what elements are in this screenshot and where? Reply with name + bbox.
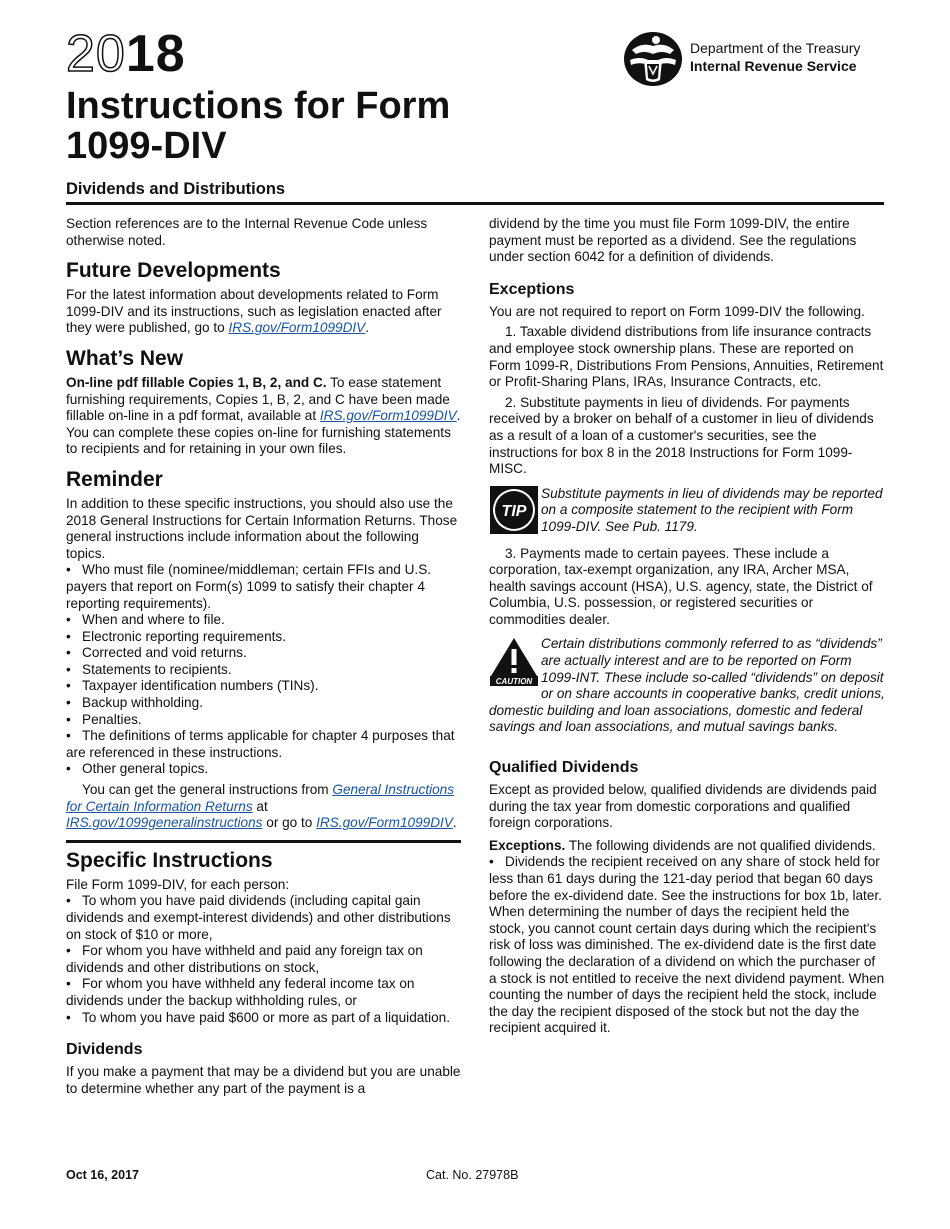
list-item-text: For whom you have withheld any federal income tax on dividends under the backup withholding rules, or xyxy=(66,976,415,1008)
caution-note xyxy=(489,636,885,736)
agency-department: Department of the Treasury xyxy=(690,40,861,56)
whats-new-heading: What’s New xyxy=(66,346,184,370)
future-text: For the latest information about developments related to Form 1099-DIV and its instructions, such as legislation enacted after they were published, go to xyxy=(66,287,442,336)
form-page-link[interactable]: IRS.gov/Form1099DIV xyxy=(316,815,453,831)
reminder-heading: Reminder xyxy=(66,467,163,491)
list-item: • Corrected and void returns. xyxy=(66,645,247,661)
future-link[interactable]: IRS.gov/Form1099DIV xyxy=(228,320,366,336)
exception-item-2: 2. Substitute payments in lieu of dividends. For payments received by a broker on behalf of a customer in lieu of dividends as a result of a loan of a customer's securities, see the instructions for box 8 in the 2018 Instructions for Form 1099-MISC. xyxy=(489,394,874,477)
agency-block xyxy=(622,30,860,88)
general-instructions-text xyxy=(66,782,461,832)
whats-new-end: . You can complete these copies on-line for furnishing statements to recipients and for retaining in your own files. xyxy=(66,408,461,457)
future-end: . xyxy=(365,320,370,336)
intro-text: Section references are to the Internal Revenue Code unless otherwise noted. xyxy=(66,216,428,248)
footer-date: Oct 16, 2017 xyxy=(66,1168,139,1182)
list-item-text: When and where to file. xyxy=(82,612,225,628)
exceptions-heading: Exceptions xyxy=(489,280,575,298)
list-item: • Electronic reporting requirements. xyxy=(66,628,286,644)
caution-icon-label: CAUTION xyxy=(495,677,533,687)
list-item-text: Electronic reporting requirements. xyxy=(82,628,286,644)
list-item-text: Dividends the recipient received on any share of stock held for less than 61 days during the 121-day period that began 60 days before the ex-dividend date. See the instructions for box 1b, later. When determining the number of days the recipient held the stock, you cannot count certain days during which the recipient's risk of loss was diminished. The ex-dividend date is the first date following the declaration of a dividend on which the purchaser of a stock is not entitled to receive the next dividend payment. When counting the number of days the recipient held the stock, include the day the recipient disposed of the stock but not the day the recipient acquired it. xyxy=(489,854,885,1036)
year-outline: 20 xyxy=(66,25,126,83)
list-item-text: The definitions of terms applicable for chapter 4 purposes that are referenced in these instructions. xyxy=(66,728,455,760)
list-item-text: To whom you have paid $600 or more as part of a liquidation. xyxy=(82,1009,451,1025)
list-item: • The definitions of terms applicable for chapter 4 purposes that are referenced in these instructions. xyxy=(66,728,455,760)
list-item-text: Taxpayer identification numbers (TINs). xyxy=(82,678,319,694)
specific-instructions-text: File Form 1099-DIV, for each person: xyxy=(66,876,290,892)
qualified-exceptions-runin: Exceptions. xyxy=(489,837,566,853)
qualified-dividends-heading: Qualified Dividends xyxy=(489,759,639,777)
list-item: • Who must file (nominee/middleman; certain FFIs and U.S. payers that report on Form(s) 1099 to satisfy their chapter 4 reporting requirements). xyxy=(66,562,432,611)
general-text-3: or go to xyxy=(262,815,317,831)
list-item: • Penalties. xyxy=(66,711,142,727)
list-item: • When and where to file. xyxy=(66,612,225,628)
future-developments-text xyxy=(66,287,461,337)
list-item: • Taxpayer identification numbers (TINs). xyxy=(66,678,319,694)
reminder-text: In addition to these specific instructions, you should also use the 2018 General Instructions for Certain Information Returns. Those general instructions include information about the following topics. xyxy=(66,495,458,561)
qualified-exceptions-body: The following dividends are not qualified dividends. xyxy=(565,837,876,853)
general-instructions-link[interactable]: General Instructions for Certain Information Returns xyxy=(66,782,455,814)
exceptions-text: You are not required to report on Form 1099-DIV the following. xyxy=(489,303,865,319)
list-item: • For whom you have withheld any federal income tax on dividends under the backup withholding rules, or xyxy=(66,976,415,1008)
general-text-1: You can get the general instructions from xyxy=(82,782,333,798)
list-item-text: Who must file (nominee/middleman; certain FFIs and U.S. payers that report on Form(s) 1099 to satisfy their chapter 4 reporting requirements). xyxy=(66,562,432,611)
whats-new-link[interactable]: IRS.gov/Form1099DIV xyxy=(319,408,457,424)
list-item: • Backup withholding. xyxy=(66,695,203,711)
section-rule xyxy=(66,840,461,843)
list-item: • Dividends the recipient received on any share of stock held for less than 61 days during the 121-day period that began 60 days before the ex-dividend date. See the instructions for box 1b, later. When determining the number of days the recipient held the stock, you cannot count certain days during which the recipient's risk of loss was diminished. The ex-dividend date is the first date following the declaration of a dividend on which the purchaser of a stock is not entitled to receive the next dividend payment. When counting the number of days the recipient held the stock, include the day the recipient disposed of the stock but not the day the recipient acquired it. xyxy=(489,854,885,1036)
tip-text: Substitute payments in lieu of dividends may be reported on a composite statement to the recipient with Form 1099-DIV. See Pub. 1179. xyxy=(541,485,883,534)
list-item-text: For whom you have withheld and paid any foreign tax on dividends and other distributions on stock, xyxy=(66,943,423,975)
page-subtitle: Dividends and Distributions xyxy=(66,180,286,198)
dividends-continued-text: dividend by the time you must file Form 1099-DIV, the entire payment must be reported as a dividend. See the regulations under section 6042 for a definition of dividends. xyxy=(489,216,857,265)
future-developments-heading: Future Developments xyxy=(66,259,281,283)
left-column xyxy=(66,216,461,1097)
whats-new-runin: On-line pdf fillable Copies 1, B, 2, and C. xyxy=(66,374,327,390)
page-title: Instructions for Form 1099-DIV xyxy=(66,85,451,167)
list-item: • To whom you have paid $600 or more as part of a liquidation. xyxy=(66,1009,451,1025)
list-item: • Statements to recipients. xyxy=(66,661,232,677)
list-item-text: Penalties. xyxy=(82,711,142,727)
list-item-text: To whom you have paid dividends (including capital gain dividends and exempt-interest dividends) and other distributions on stock of $10 or more, xyxy=(66,893,451,942)
list-item: • To whom you have paid dividends (including capital gain dividends and exempt-interest dividends) and other distributions on stock of $10 or more, xyxy=(66,893,451,942)
exception-item-1: 1. Taxable dividend distributions from life insurance contracts and employee stock ownership plans. These are reported on Form 1099-R, Distributions From Pensions, Annuities, Retirement or Profit-Sharing Plans, IRAs, Insurance Contracts, etc. xyxy=(489,324,884,390)
caution-icon xyxy=(489,636,539,686)
tip-icon xyxy=(489,486,539,534)
dividends-heading: Dividends xyxy=(66,1041,143,1059)
specific-instructions-heading: Specific Instructions xyxy=(66,848,273,872)
general-end: . xyxy=(452,815,457,831)
whats-new-text xyxy=(66,375,461,458)
exception-item-3: 3. Payments made to certain payees. These include a corporation, tax-exempt organization, any IRA, Archer MSA, health savings account (HSA), U.S. agency, state, the District of Columbia, U.S. possession, or registered securities or commodities dealer. xyxy=(489,545,873,627)
header-rule xyxy=(66,202,884,205)
catalog-number: Cat. No. 27978B xyxy=(426,1168,519,1182)
tip-icon-label: TIP xyxy=(501,502,527,520)
year-bold: 18 xyxy=(125,25,186,83)
general-instructions-url-link[interactable]: IRS.gov/1099generalinstructions xyxy=(66,815,263,831)
dividends-text: If you make a payment that may be a dividend but you are unable to determine whether any part of the payment is a xyxy=(66,1064,461,1096)
list-item: • For whom you have withheld and paid any foreign tax on dividends and other distributions on stock, xyxy=(66,943,423,975)
form-year xyxy=(66,25,186,83)
list-item-text: Backup withholding. xyxy=(82,695,203,711)
qualified-dividends-text: Except as provided below, qualified dividends are dividends paid during the tax year from domestic corporations and qualified foreign corporations. xyxy=(489,782,877,831)
list-item-text: Statements to recipients. xyxy=(82,661,232,677)
specific-bullet-list xyxy=(66,893,461,1026)
reminder-bullet-list xyxy=(66,562,461,778)
list-item: • Other general topics. xyxy=(66,761,209,777)
qualified-exceptions-text xyxy=(489,838,885,855)
whats-new-body: To ease statement furnishing requirements, Copies 1, B, 2, and C have been made fillable on-line in a pdf format, available at xyxy=(66,374,450,424)
caution-text: Certain distributions commonly referred to as “dividends” are actually interest and are to be reported on Form 1099-INT. These include so-called “dividends” on deposit or on share accounts in cooperative banks, credit unions, domestic building and loan associations, domestic and federal savings and loan associations, and mutual savings banks. xyxy=(489,636,885,735)
list-item-text: Other general topics. xyxy=(82,761,209,777)
list-item-text: Corrected and void returns. xyxy=(82,645,247,661)
agency-irs: Internal Revenue Service xyxy=(690,58,857,74)
right-column xyxy=(489,216,885,1037)
tip-note xyxy=(489,486,885,536)
general-text-2: at xyxy=(252,798,268,814)
irs-eagle-logo-icon xyxy=(622,30,684,88)
